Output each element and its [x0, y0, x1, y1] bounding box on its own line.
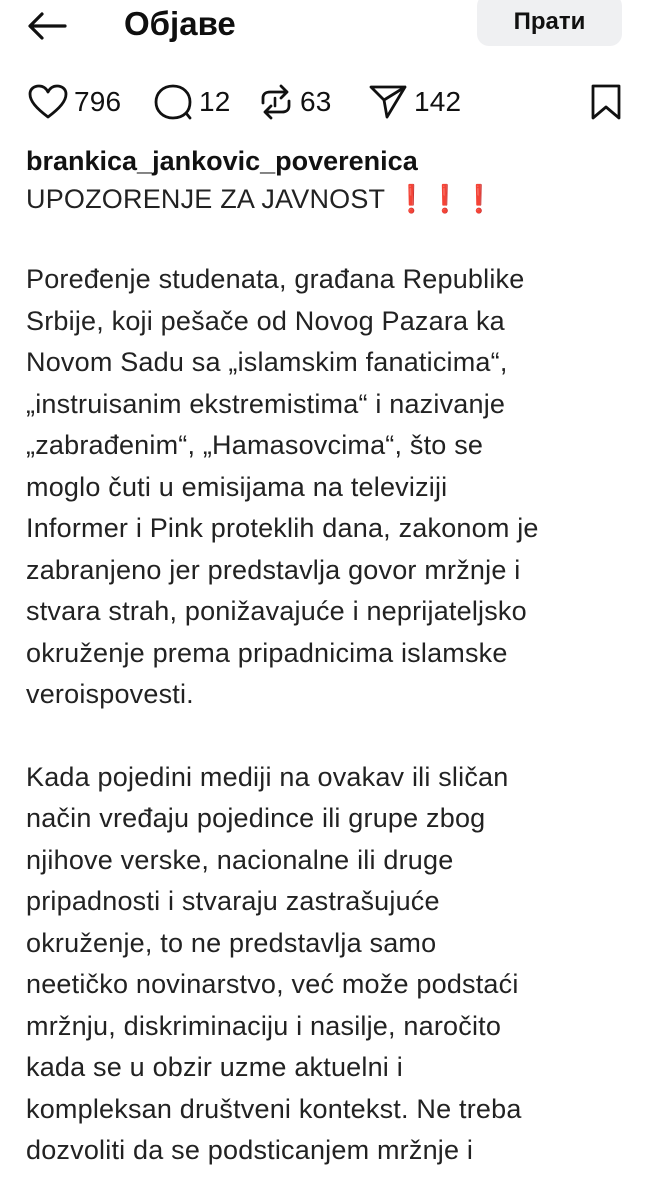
top-bar	[0, 0, 657, 56]
back-button[interactable]	[22, 6, 72, 46]
share-button[interactable]	[368, 78, 461, 126]
post-action-bar	[0, 78, 657, 126]
send-icon	[368, 83, 408, 121]
share-count: 142	[414, 86, 462, 117]
post-username[interactable]: brankica_jankovic_poverenica	[26, 146, 418, 176]
back-arrow-icon	[27, 11, 67, 41]
repost-icon	[258, 83, 294, 121]
exclamation-emoji: ❗❗❗	[394, 184, 496, 214]
comment-bubble-icon	[153, 83, 193, 121]
repost-count: 63	[300, 86, 332, 117]
post-paragraph-1: Poređenje studenata, građana Republike Srbije, koji pešače od Novog Pazara ka Novom Sadu sa „islamskim fanaticima“, „instruisanim ekstremistima“ i nazivanje „zabrađenim“, „Hamasovcima“, što se moglo čuti u emisijama na televiziji Informer i Pink proteklih dana, zakonom je zabranjeno jer predstavlja govor mržnje i stvara strah, ponižavajuće i neprijateljsko okruženje prema pripadnicima islamske veroispovesti.	[26, 264, 539, 709]
like-button[interactable]	[28, 78, 121, 126]
post-paragraph-2: Kada pojedini mediji na ovakav ili sličan način vređaju pojedince ili grupe zbog njihove verske, nacionalne ili druge pripadnosti i stvaraju zastrašujuće okruženje, to ne predstavlja samo neetičko novinarstvo, već može podstaći mržnju, diskriminaciju i nasilje, naročito kada se u obzir uzme aktuelni i kompleksan društveni kontekst. Ne treba dozvoliti da se podsticanjem mržnje i	[26, 761, 522, 1165]
comment-count: 12	[199, 86, 231, 117]
headline-text: UPOZORENJE ZA JAVNOST	[26, 184, 385, 214]
heart-icon	[28, 84, 68, 120]
bookmark-icon	[589, 83, 623, 121]
post-body	[26, 142, 646, 1172]
follow-button[interactable]: Прати	[477, 0, 622, 46]
save-button[interactable]	[589, 78, 623, 126]
repost-button[interactable]	[258, 78, 332, 126]
page-title: Објаве	[124, 5, 236, 42]
like-count: 796	[74, 86, 122, 117]
comment-button[interactable]	[153, 78, 231, 126]
post-headline	[26, 180, 646, 218]
